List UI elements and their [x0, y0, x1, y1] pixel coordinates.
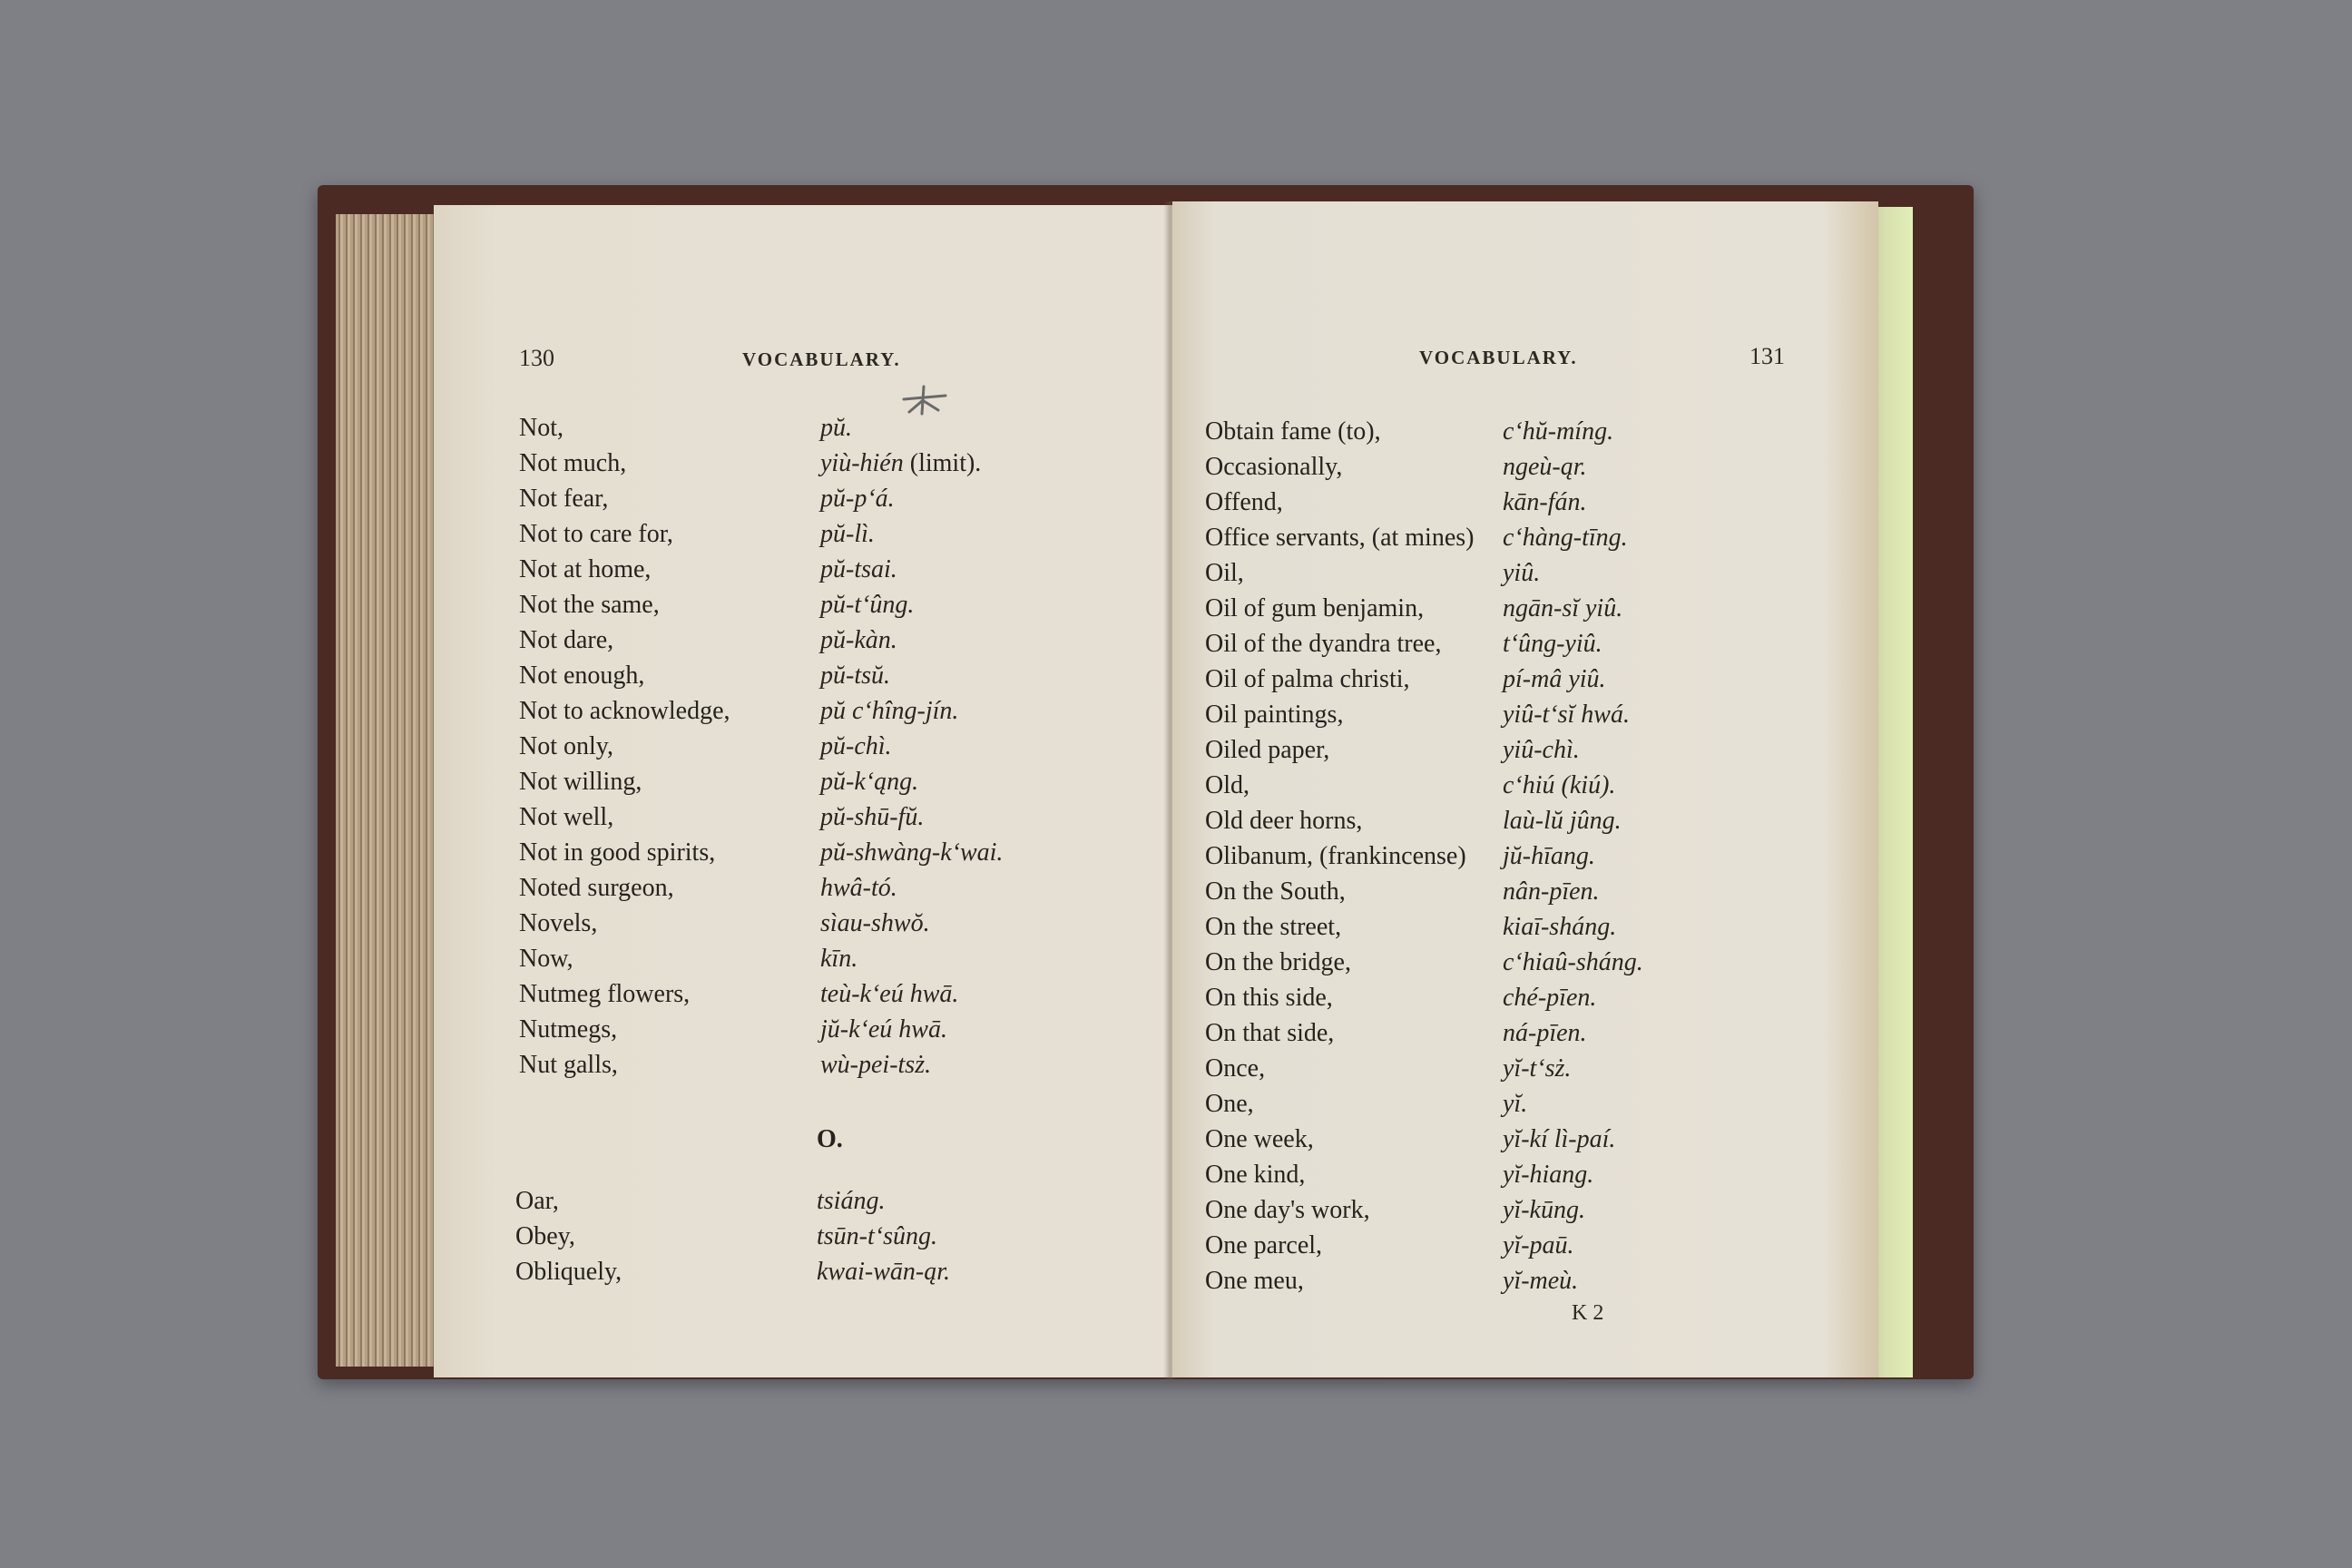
- entry-term: Occasionally,: [1205, 453, 1343, 481]
- entry-translation: tsiáng.: [817, 1187, 886, 1215]
- entry-term: Oil of gum benjamin,: [1205, 594, 1425, 622]
- vocab-entry: [1205, 982, 1333, 1014]
- entry-term: On the bridge,: [1205, 948, 1351, 976]
- vocab-entry: [519, 872, 674, 905]
- entry-translation: kwai-wān-ąr.: [817, 1258, 950, 1286]
- entry-term: Not dare,: [519, 626, 614, 654]
- entry-translation: yĭ-hiang.: [1503, 1161, 1594, 1189]
- left-running-head: VOCABULARY.: [742, 348, 901, 370]
- vocab-entry: [1205, 1230, 1322, 1262]
- entry-term: Old,: [1205, 771, 1250, 799]
- entry-translation: yiû.: [1503, 559, 1541, 587]
- entry-translation: yĭ-meù.: [1503, 1267, 1579, 1295]
- entry-term: On this side,: [1205, 984, 1333, 1012]
- entry-translation: yiù-hién: [820, 449, 904, 477]
- vocab-entry: [519, 978, 690, 1011]
- vocab-entry: [1205, 628, 1441, 661]
- vocab-entry: [1205, 522, 1475, 554]
- vocab-entry: [1205, 1053, 1265, 1085]
- entry-term: Office servants, (at mines): [1205, 524, 1475, 552]
- vocab-entry: [519, 801, 613, 834]
- entry-term: Not,: [519, 414, 564, 442]
- entry-term: Nutmegs,: [519, 1015, 618, 1044]
- entry-term: Novels,: [519, 909, 598, 937]
- entry-term: Obtain fame (to),: [1205, 417, 1381, 446]
- entry-translation: tsūn-t‘sûng.: [817, 1222, 937, 1250]
- vocab-entry: [1205, 557, 1244, 590]
- entry-term: Not enough,: [519, 662, 645, 690]
- entry-term: Oar,: [515, 1187, 559, 1215]
- entry-term: One week,: [1205, 1125, 1314, 1153]
- entry-translation: yĭ.: [1503, 1090, 1528, 1118]
- entry-translation: pŭ-k‘ąng.: [820, 768, 919, 796]
- vocab-entry: [519, 554, 651, 586]
- entry-term: Oil paintings,: [1205, 701, 1344, 729]
- entry-translation: laù-lŭ jûng.: [1503, 807, 1622, 835]
- entry-translation: pí-mâ yiû.: [1503, 665, 1606, 693]
- entry-term: Not fear,: [519, 485, 609, 513]
- entry-term: On the South,: [1205, 877, 1346, 906]
- entry-term: Now,: [519, 945, 573, 973]
- entry-term: Not willing,: [519, 768, 642, 796]
- vocab-entry: [515, 1256, 622, 1289]
- vocab-entry: [1205, 734, 1329, 767]
- entry-translation: sìau-shwŏ.: [820, 909, 930, 937]
- entry-term: One meu,: [1205, 1267, 1304, 1295]
- entry-translation: ché-pīen.: [1503, 984, 1597, 1012]
- vocab-entry: [1205, 663, 1410, 696]
- entry-translation: yĭ-kūng.: [1503, 1196, 1585, 1224]
- entry-term: Obliquely,: [515, 1258, 622, 1286]
- entry-term: On that side,: [1205, 1019, 1335, 1047]
- vocab-entry: [1205, 699, 1343, 731]
- vocab-entry: [1205, 486, 1283, 519]
- entry-term: Oil of palma christi,: [1205, 665, 1410, 693]
- vocab-entry: [519, 1014, 617, 1046]
- page-edges-left: [336, 214, 436, 1367]
- vocab-entry: [519, 447, 626, 480]
- entry-translation: pŭ-kàn.: [820, 626, 897, 654]
- vocab-entry: [1205, 840, 1466, 873]
- right-page: [1172, 201, 1878, 1377]
- entry-translation: pŭ.: [820, 414, 852, 442]
- vocab-entry: [1205, 769, 1250, 802]
- entry-translation: pŭ-t‘ûng.: [820, 591, 915, 619]
- entry-translation: yĭ-kí lì-paí.: [1503, 1125, 1616, 1153]
- entry-translation: kīn.: [820, 945, 858, 973]
- entry-translation: kān-fán.: [1503, 488, 1587, 516]
- entry-translation: pŭ-tsai.: [820, 555, 897, 583]
- entry-translation: wù-pei-tsż.: [820, 1051, 932, 1079]
- entry-term: Not only,: [519, 732, 613, 760]
- vocab-entry: [519, 589, 660, 622]
- vocab-entry: [1205, 946, 1351, 979]
- entry-term: Old deer horns,: [1205, 807, 1363, 835]
- vocab-entry: [1205, 1159, 1305, 1191]
- entry-translation: ngān-sĭ yiû.: [1503, 594, 1623, 622]
- vocab-entry: [519, 624, 613, 657]
- section-letter: O.: [817, 1125, 843, 1153]
- entry-translation: pŭ-shwàng-k‘wai.: [820, 838, 1004, 867]
- vocab-entry: [515, 1220, 575, 1253]
- entry-term: Nut galls,: [519, 1051, 618, 1079]
- entry-translation: kiaī-sháng.: [1503, 913, 1617, 941]
- entry-term: Obey,: [515, 1222, 575, 1250]
- vocab-entry: [519, 837, 715, 869]
- entry-translation: c‘hŭ-míng.: [1503, 417, 1614, 446]
- vocab-entry: [519, 766, 642, 799]
- vocab-entry: [519, 943, 573, 975]
- entry-term: Once,: [1205, 1054, 1266, 1083]
- entry-translation: c‘hiú (kiú).: [1503, 771, 1616, 799]
- entry-term: Oiled paper,: [1205, 736, 1330, 764]
- vocab-entry: [1205, 911, 1341, 944]
- entry-term: One day's work,: [1205, 1196, 1370, 1224]
- vocab-entry: [1205, 1123, 1314, 1156]
- vocab-entry: [1205, 451, 1342, 484]
- entry-term: Oil of the dyandra tree,: [1205, 630, 1442, 658]
- entry-translation: yĭ-paū.: [1503, 1231, 1574, 1259]
- entry-term: Nutmeg flowers,: [519, 980, 691, 1008]
- entry-translation: pŭ-chì.: [820, 732, 892, 760]
- vocab-entry: [1205, 1194, 1370, 1227]
- entry-term: Noted surgeon,: [519, 874, 674, 902]
- entry-translation: jŭ-hīang.: [1503, 842, 1595, 870]
- entry-translation: pŭ-p‘á.: [820, 485, 895, 513]
- vocab-entry: [1205, 805, 1362, 838]
- entry-translation: ná-pīen.: [1503, 1019, 1587, 1047]
- entry-translation: yĭ-t‘sż.: [1503, 1054, 1572, 1083]
- entry-term: One kind,: [1205, 1161, 1306, 1189]
- vocab-entry: [519, 907, 597, 940]
- entry-term: Olibanum, (frankincense): [1205, 842, 1466, 870]
- entry-translation: t‘ûng-yiû.: [1503, 630, 1602, 658]
- entry-term: On the street,: [1205, 913, 1342, 941]
- entry-translation: pŭ c‘hîng-jín.: [820, 697, 959, 725]
- vocab-entry: [1205, 1088, 1254, 1121]
- vocab-entry: [519, 483, 608, 515]
- open-book: [318, 180, 1974, 1388]
- signature-mark: K 2: [1572, 1301, 1604, 1325]
- entry-translation: c‘hàng-tīng.: [1503, 524, 1628, 552]
- vocab-entry: [519, 518, 673, 551]
- entry-translation: jŭ-k‘eú hwā.: [820, 1015, 947, 1044]
- entry-translation: yiû-t‘sĭ hwá.: [1503, 701, 1630, 729]
- entry-term: Oil,: [1205, 559, 1244, 587]
- vocab-entry: [1205, 1265, 1304, 1298]
- vocab-entry: [1205, 876, 1346, 908]
- entry-translation: hwâ-tó.: [820, 874, 897, 902]
- entry-term: Not in good spirits,: [519, 838, 716, 867]
- vocab-entry: [519, 695, 730, 728]
- entry-translation: ngeù-ąr.: [1503, 453, 1587, 481]
- vocab-entry: [519, 660, 644, 692]
- vocab-entry: [519, 412, 564, 445]
- entry-term: Not well,: [519, 803, 614, 831]
- entry-translation: teù-k‘eú hwā.: [820, 980, 959, 1008]
- entry-term: Not at home,: [519, 555, 652, 583]
- entry-term: Not to care for,: [519, 520, 673, 548]
- entry-translation: yiû-chì.: [1503, 736, 1580, 764]
- entry-term: Not to acknowledge,: [519, 697, 730, 725]
- pencil-annotation-mark: [898, 383, 953, 419]
- entry-translation: pŭ-tsŭ.: [820, 662, 890, 690]
- vocab-entry: [519, 730, 613, 763]
- vocab-entry: [1205, 416, 1381, 448]
- entry-term: One parcel,: [1205, 1231, 1323, 1259]
- entry-term: One,: [1205, 1090, 1254, 1118]
- entry-translation-group: [820, 447, 981, 480]
- entry-translation: pŭ-shū-fŭ.: [820, 803, 925, 831]
- entry-term: Offend,: [1205, 488, 1283, 516]
- entry-note: (limit).: [909, 449, 982, 477]
- entry-translation: pŭ-lì.: [820, 520, 875, 548]
- vocab-entry: [1205, 1017, 1334, 1050]
- right-page-number: 131: [1749, 343, 1785, 369]
- entry-translation: nân-pīen.: [1503, 877, 1600, 906]
- entry-translation: c‘hiaû-sháng.: [1503, 948, 1643, 976]
- entry-term: Not much,: [519, 449, 627, 477]
- vocab-entry: [1205, 593, 1424, 625]
- left-page-number: 130: [519, 345, 554, 371]
- entry-term: Not the same,: [519, 591, 660, 619]
- vocab-entry: [515, 1185, 559, 1218]
- vocab-entry: [519, 1049, 618, 1082]
- right-running-head: VOCABULARY.: [1419, 347, 1578, 368]
